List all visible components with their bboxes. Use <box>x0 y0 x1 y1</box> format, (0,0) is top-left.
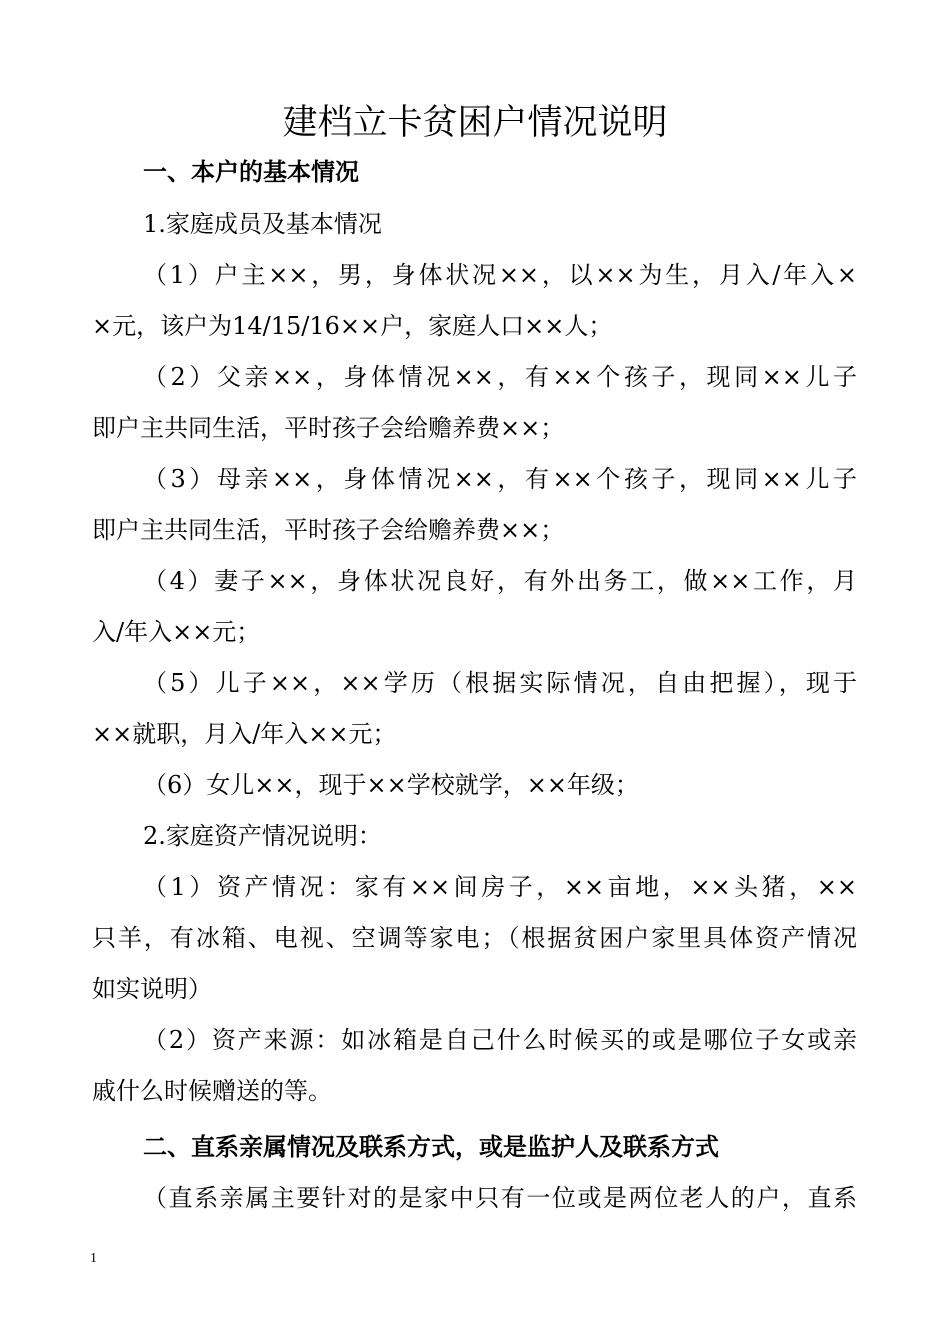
page-number: 1 <box>90 1251 97 1266</box>
item4-line1: （4）妻子××，身体状况良好，有外出务工，做××工作，月 <box>143 567 857 595</box>
item3-line2: 即户主共同生活，平时孩子会给赡养费××； <box>92 516 565 544</box>
item6-line1: （6）女儿××，现于××学校就学，××年级； <box>143 771 639 799</box>
item1-line1: （1）户主××，男，身体状况××，以××为生，月入/年入× <box>143 261 857 289</box>
section2-line1: （直系亲属主要针对的是家中只有一位或是两位老人的户，直系 <box>143 1184 857 1212</box>
asset2-line2: 戚什么时候赠送的等。 <box>92 1077 332 1105</box>
section-heading-basic-info: 一、本户的基本情况 <box>143 158 359 186</box>
item2-line1: （2）父亲××，身体情况××，有××个孩子，现同××儿子 <box>143 363 857 391</box>
item5-line2: ××就职，月入/年入××元； <box>92 720 397 748</box>
section-heading-relatives: 二、直系亲属情况及联系方式，或是监护人及联系方式 <box>143 1133 719 1161</box>
asset2-line1: （2）资产来源：如冰箱是自己什么时候买的或是哪位子女或亲 <box>143 1026 857 1054</box>
subheading-family-members: 1.家庭成员及基本情况 <box>143 210 382 238</box>
item4-line2: 入/年入××元； <box>92 618 261 646</box>
item2-line2: 即户主共同生活，平时孩子会给赡养费××； <box>92 414 565 442</box>
document-title: 建档立卡贫困户情况说明 <box>282 103 668 143</box>
item3-line1: （3）母亲××，身体情况××，有××个孩子，现同××儿子 <box>143 465 857 493</box>
item5-line1: （5）儿子××，××学历（根据实际情况，自由把握），现于 <box>143 669 857 697</box>
asset1-line1: （1）资产情况：家有××间房子，××亩地，××头猪，×× <box>143 873 857 901</box>
item1-line2: ×元，该户为14/15/16××户，家庭人口××人； <box>92 312 613 340</box>
asset1-line2: 只羊，有冰箱、电视、空调等家电；（根据贫困户家里具体资产情况 <box>92 924 857 952</box>
subheading-assets: 2.家庭资产情况说明： <box>143 822 382 850</box>
asset1-line3: 如实说明） <box>92 975 212 1003</box>
